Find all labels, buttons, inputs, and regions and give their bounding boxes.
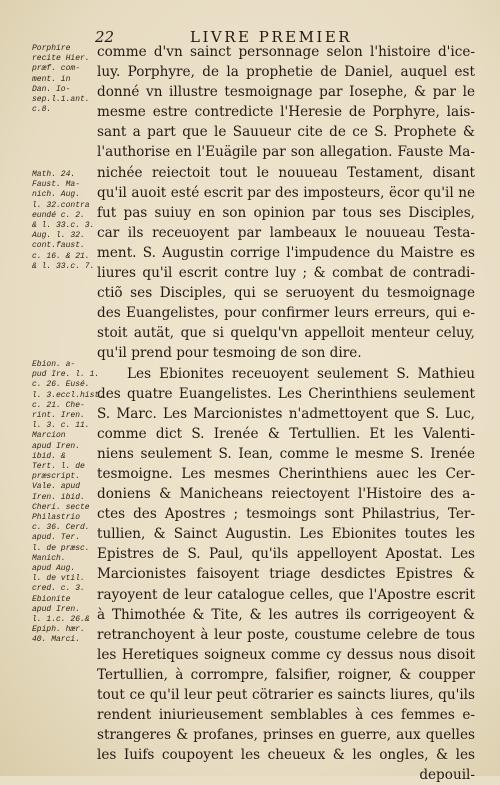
margin-note: Math. 24. Faust. Ma- nich. Aug. l. 32.contra eundé c. 2. & l. 33.c. 3. Aug. l. 32. cont.faust. c. 16. & 21. & l. 33.c. 7. [32,170,95,271]
page-number: 22 [95,28,115,46]
text-line: Tertullien, à corrompre, falsifier, roigner, & coupper [97,666,475,683]
text-line: des quatre Euangelistes. Les Cherinthiens seulement [97,385,475,402]
text-line: comme dict S. Irenée & Tertullien. Et les Valenti- [97,425,475,442]
text-line: S. Marc. Les Marcionistes n'admettoyent que S. Luc, [97,405,475,422]
margin-note: Porphire recite Hier. præf. com- ment. in Dan. Io- sep.l.1.ant. c.8. [32,44,90,115]
text-line: tesmoigne. Les mesmes Cherinthiens auec les Cer- [97,465,475,482]
text-line: fut pas suiuy en son opinion par tous ses Disciples, [97,204,475,221]
text-line: Marcionistes faisoyent triage desdictes Epistres & [97,566,475,583]
main-text [97,42,475,785]
text-line: donné vn illustre tesmoignage par Iosephe, & par le [97,84,475,101]
text-line: liures qu'il escrit contre luy ; & combat de contradi- [97,265,475,282]
text-line: stoit autät, que si quelqu'vn appelloit menteur celuy, [97,325,475,342]
text-line: doniens & Manicheans reiectoyent l'Histoire des a- [97,486,475,503]
text-line: des Euangelistes, pour confirmer leurs erreurs, qui e- [97,305,475,322]
text-line: les Heretiques soigneux comme cy dessus nous disoit [97,646,475,663]
text-line: comme d'vn sainct personnage selon l'histoire d'ice- [97,44,475,60]
text-line: retranchoyent à leur poste, coustume celebre de tous [97,626,475,643]
text-line: nichée reiectoit tout le nouueau Testament, disant [97,164,475,181]
text-line: ctiõ ses Disciples, qui se seruoyent du tesmoignage [97,285,475,302]
text-line: qu'il prend pour tesmoing de son dire. [97,345,362,362]
text-line: qu'il auoit esté escrit par des imposteurs, ëcor qu'il ne [97,184,475,201]
text-line: car ils receuoyent par lambeaux le nouueau Testa- [97,224,475,241]
text-line: tullien, & Sainct Augustin. Les Ebionites toutes les [97,526,475,543]
text-line: mesme estre contredicte l'Heresie de Porphyre, lais- [97,104,475,121]
text-line: ctes des Apostres ; tesmoings sont Philastrius, Ter- [97,506,475,523]
text-line: rayoyent de leur catalogue celles, que l'Apostre escrit [97,586,475,603]
text-line: sant a part que le Sauueur cite de ce S. Prophete & [97,124,475,141]
text-line: rendent iniurieusement semblables à ces femmes e- [97,707,475,724]
text-line: Les Ebionites receuoyent seulement S. Mathieu [127,365,475,382]
text-line: à Thimothée & Tite, & les autres ils corrigeoyent & [97,606,475,623]
catchword: depouil- [419,767,475,784]
text-line: niens seulement S. Iean, comme le mesme S. Irenée [97,445,475,462]
text-line: les Iuifs coupoyent les cheueux & les ongles, & les [97,747,475,764]
text-line: l'authorise en l'Euägile par son allegation. Fauste Ma- [97,144,475,161]
margin-note: Ebion. a- pud Ire. l. 1. c. 26. Eusé. l. 3.eccl.hist. c. 21. Che- rint. Iren. l. 3. c. 11. Marcion apud Iren. ibid. & Tert. l. de præscript. Vale. apud Iren. ibid. Cheri. secte Philastrio c. 36. Cerd. apud. Ter. l. de præsc. Manich. apud Aug. l. de vtil. cred. c. 3. Ebionite apud Iren. l. 1.c. 26.& Epiph. hær. 40. Marci. [32,360,105,645]
text-line: ment. S. Augustin corrige l'impudence du Maistre es [97,244,475,261]
text-line: tout ce qu'il leur peut cötrarier es saincts liures, qu'ils [97,687,475,703]
text-line: strangeres & profanes, prinses en guerre, aux quelles [97,727,475,744]
text-line: Epistres de S. Paul, qu'ils appelloyent Apostat. Les [97,546,475,563]
text-line: luy. Porphyre, de la prophetie de Daniel, auquel est [97,64,475,81]
running-title: LIVRE PREMIER [190,28,353,46]
